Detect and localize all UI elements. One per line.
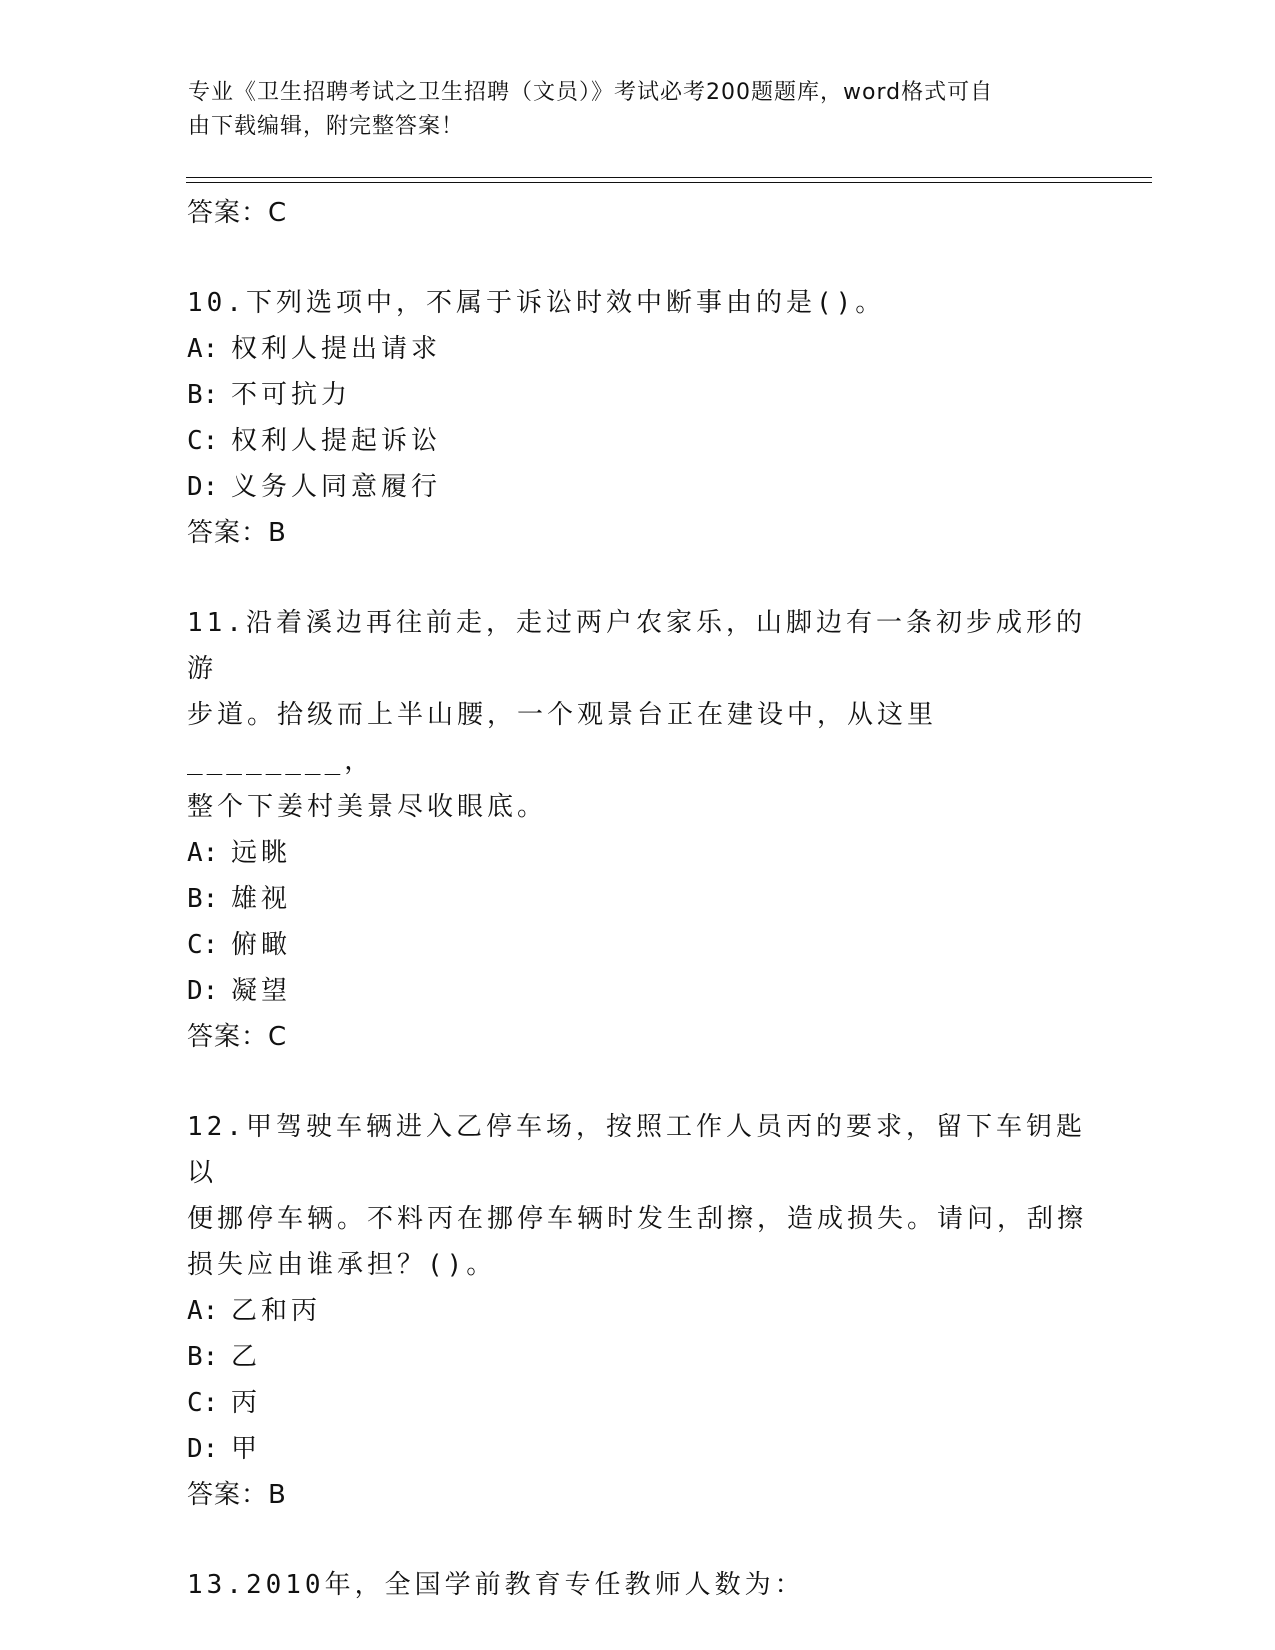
question-stem: 12.甲驾驶车辆进入乙停车场，按照工作人员丙的要求，留下车钥匙以 便挪停车辆。不料丙在挪停车辆时发生刮擦，造成损失。请问，刮擦 损失应由谁承担？()。 (187, 1112, 1088, 1280)
answer-line: 答案：C (187, 1022, 288, 1052)
option-b: B: 不可抗力 (187, 380, 352, 410)
question-stem: 10.下列选项中，不属于诉讼时效中断事由的是()。 (187, 288, 886, 318)
question-list (187, 190, 1087, 1608)
option-c: C: 权利人提起诉讼 (187, 426, 442, 456)
header-line-1: 专业《卫生招聘考试之卫生招聘（文员）》考试必考200题题库，word格式可自 (188, 80, 994, 105)
question-12 (187, 1104, 1087, 1518)
header-divider-top (186, 177, 1152, 178)
question-stem: 13.2010年，全国学前教育专任教师人数为： (187, 1570, 805, 1600)
header-divider-bottom (186, 182, 1152, 183)
answer-line: 答案：B (187, 1480, 287, 1510)
question-10 (187, 280, 1087, 556)
question-13 (187, 1562, 1087, 1608)
option-c: C: 丙 (187, 1388, 262, 1418)
answer-line: 答案：C (187, 198, 288, 228)
option-a: A: 权利人提出请求 (187, 334, 442, 364)
option-b: B: 乙 (187, 1342, 262, 1372)
question-stem: 11.沿着溪边再往前走，走过两户农家乐，山脚边有一条初步成形的游 步道。拾级而上半山腰，一个观景台正在建设中，从这里________， 整个下姜村美景尽收眼底。 (187, 608, 1086, 822)
question-11 (187, 600, 1087, 1060)
answer-line: 答案：B (187, 518, 287, 548)
document-header (188, 76, 1088, 144)
option-d: D: 义务人同意履行 (187, 472, 442, 502)
option-a: A: 乙和丙 (187, 1296, 322, 1326)
option-d: D: 甲 (187, 1434, 262, 1464)
header-line-2: 由下载编辑，附完整答案！ (188, 114, 465, 139)
option-d: D: 凝望 (187, 976, 292, 1006)
option-c: C: 俯瞰 (187, 930, 292, 960)
option-b: B: 雄视 (187, 884, 292, 914)
option-a: A: 远眺 (187, 838, 292, 868)
